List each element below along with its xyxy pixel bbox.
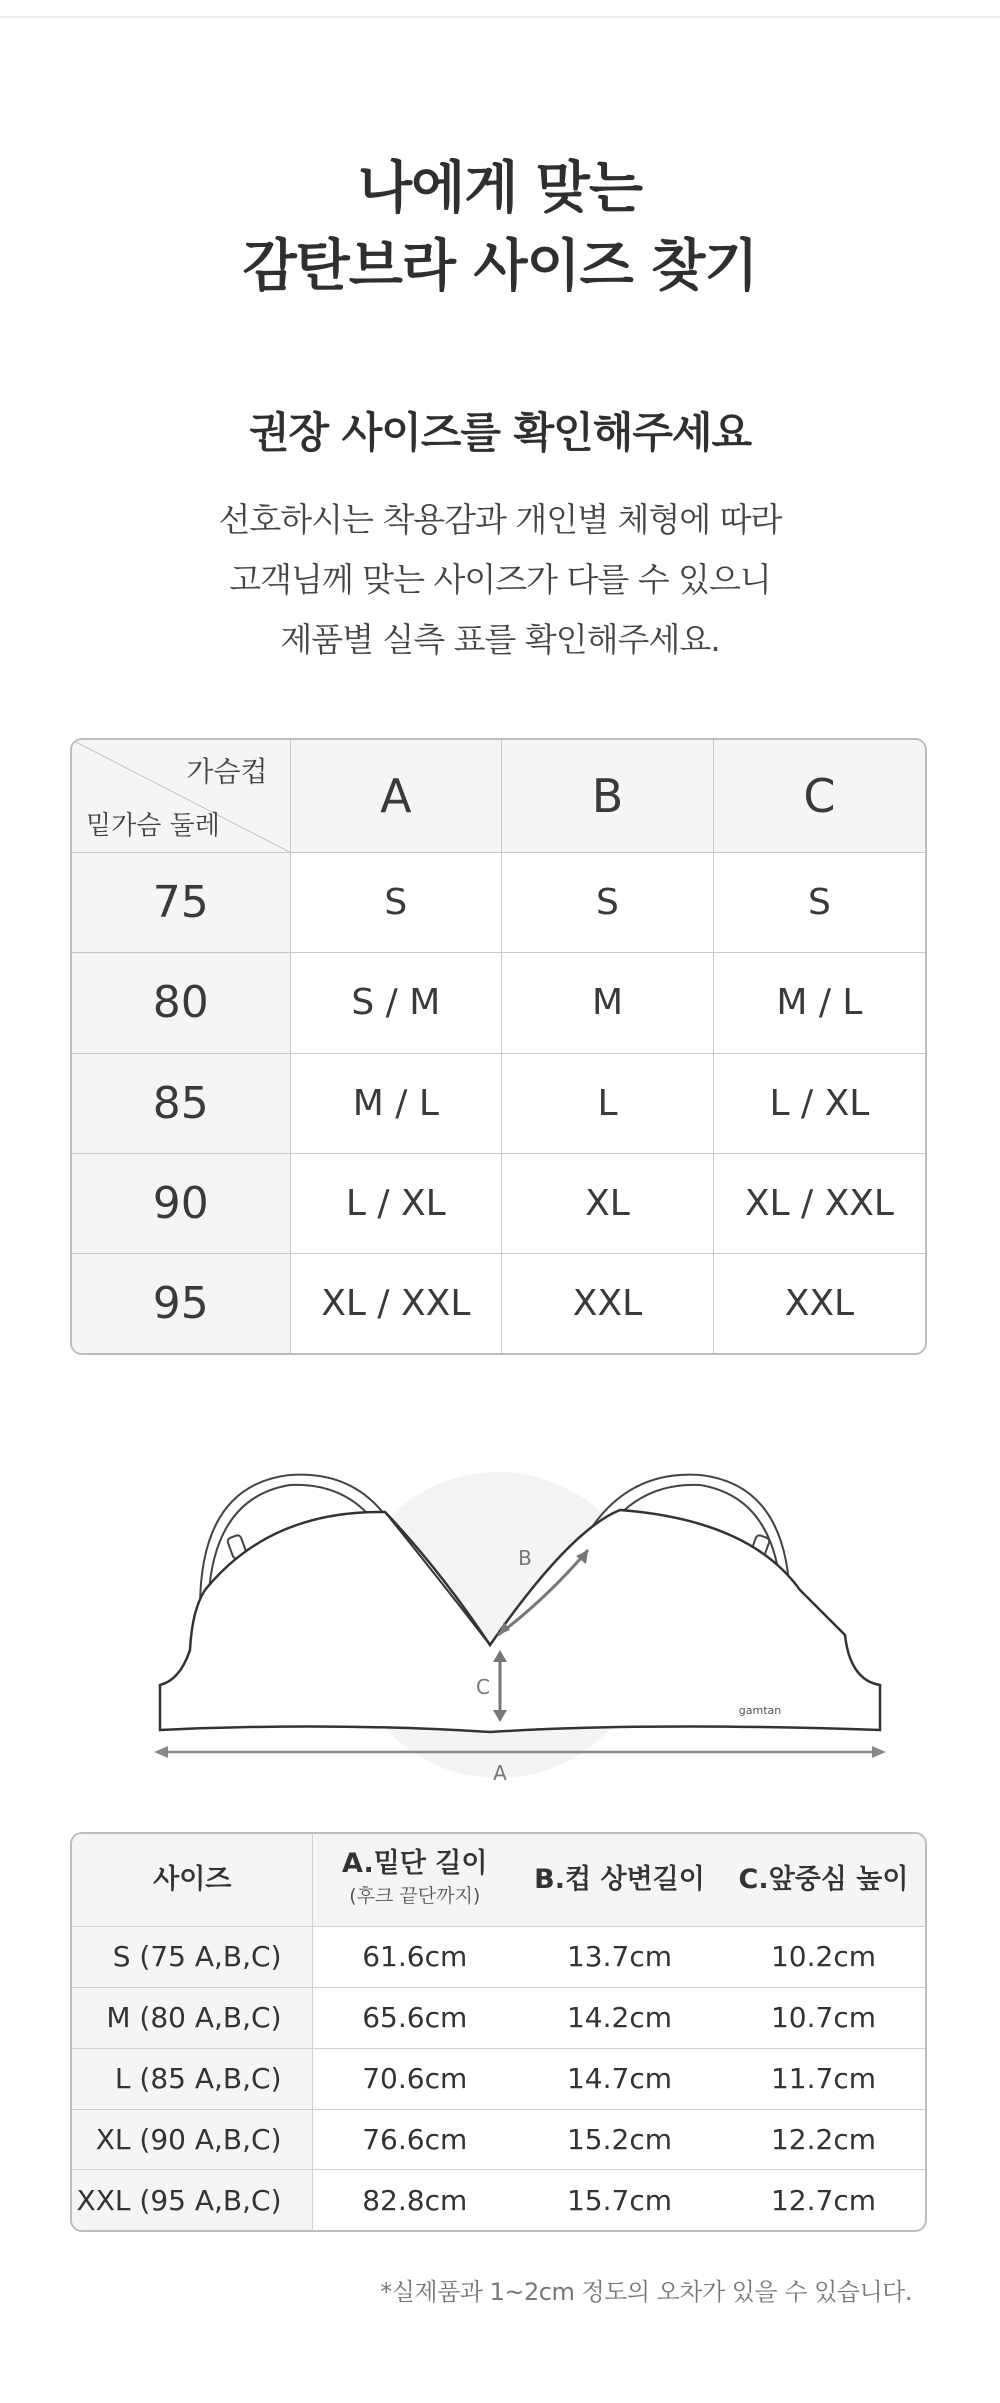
row-a-value: 70.6cm [312,2048,517,2109]
a-arrow-head-right [872,1746,886,1758]
c-measure-label: C [476,1675,490,1699]
header-a [312,1834,517,1927]
description-line-2: 고객님께 맞는 사이즈가 다를 수 있으니 [229,560,771,599]
band-cell: 85 [72,1053,290,1153]
header-size: 사이즈 [72,1834,312,1927]
row-b-value: 14.2cm [517,1987,722,2048]
measurement-row [72,1927,925,1988]
row-a-value: 82.8cm [312,2170,517,2230]
size-row-95 [72,1254,925,1353]
cup-axis-label: 가슴컵 [186,755,268,788]
measurement-row [72,2170,925,2230]
row-b-value: 14.7cm [517,2048,722,2109]
size-cell: M / L [713,953,925,1053]
measurement-header-row [72,1834,925,1927]
row-c-value: 12.2cm [722,2109,925,2170]
size-cell: M / L [290,1053,502,1153]
size-cell: L / XL [290,1153,502,1253]
row-c-value: 10.2cm [722,1927,925,1988]
description [0,490,1000,670]
size-chart-corner-cell [72,740,290,853]
size-row-75 [72,853,925,953]
size-row-80 [72,953,925,1053]
size-cell: S [713,853,925,953]
header-a-title: A.밑단 길이 [342,1848,488,1879]
page-title [0,150,1000,306]
row-b-value: 15.2cm [517,2109,722,2170]
b-measure-label: B [518,1546,532,1570]
row-a-value: 61.6cm [312,1927,517,1988]
row-b-value: 15.7cm [517,2170,722,2230]
a-arrow-head-left [154,1746,168,1758]
size-cell: XXL [502,1254,714,1353]
size-cell: XL / XXL [290,1254,502,1353]
band-cell: 75 [72,853,290,953]
description-line-1: 선호하시는 착용감과 개인별 체형에 따라 [218,500,782,539]
row-a-value: 76.6cm [312,2109,517,2170]
size-cell: S / M [290,953,502,1053]
top-divider [0,16,1000,18]
title-line-1: 나에게 맞는 [358,156,642,221]
size-row-85 [72,1053,925,1153]
row-size-label: M (80 A,B,C) [72,1987,312,2048]
tolerance-note: *실제품과 1~2cm 정도의 오차가 있을 수 있습니다. [380,2278,912,2306]
brand-logo-text: gamtan [738,1704,782,1717]
size-cell: XXL [713,1254,925,1353]
row-c-value: 10.7cm [722,1987,925,2048]
size-cell: L [502,1053,714,1153]
band-cell: 80 [72,953,290,1053]
row-c-value: 11.7cm [722,2048,925,2109]
row-size-label: S (75 A,B,C) [72,1927,312,1988]
cup-header-c: C [713,740,925,853]
cup-header-b: B [502,740,714,853]
size-cell: M [502,953,714,1053]
a-measure-label: A [493,1761,507,1785]
cup-header-a: A [290,740,502,853]
row-b-value: 13.7cm [517,1927,722,1988]
header-b: B.컵 상변길이 [517,1834,722,1927]
row-c-value: 12.7cm [722,2170,925,2230]
size-chart-table [70,738,927,1355]
header-c: C.앞중심 높이 [722,1834,925,1927]
measurement-row [72,2109,925,2170]
measurement-row [72,2048,925,2109]
measurement-table [70,1832,927,2232]
size-row-90 [72,1153,925,1253]
measurement-row [72,1987,925,2048]
size-cell: XL / XXL [713,1153,925,1253]
size-cell: S [502,853,714,953]
size-chart-header-row [72,740,925,853]
band-cell: 95 [72,1254,290,1353]
title-line-2: 감탄브라 사이즈 찾기 [242,234,758,299]
row-size-label: XL (90 A,B,C) [72,2109,312,2170]
bra-measurement-diagram [150,1450,890,1790]
header-a-subtitle: (후크 끝단까지) [349,1885,481,1907]
size-cell: S [290,853,502,953]
row-a-value: 65.6cm [312,1987,517,2048]
size-cell: XL [502,1153,714,1253]
description-line-3: 제품별 실측 표를 확인해주세요. [280,620,720,659]
band-axis-label: 밑가슴 둘레 [86,811,220,841]
row-size-label: XXL (95 A,B,C) [72,2170,312,2230]
band-cell: 90 [72,1153,290,1253]
row-size-label: L (85 A,B,C) [72,2048,312,2109]
size-cell: L / XL [713,1053,925,1153]
section-subtitle: 권장 사이즈를 확인해주세요 [248,408,752,457]
